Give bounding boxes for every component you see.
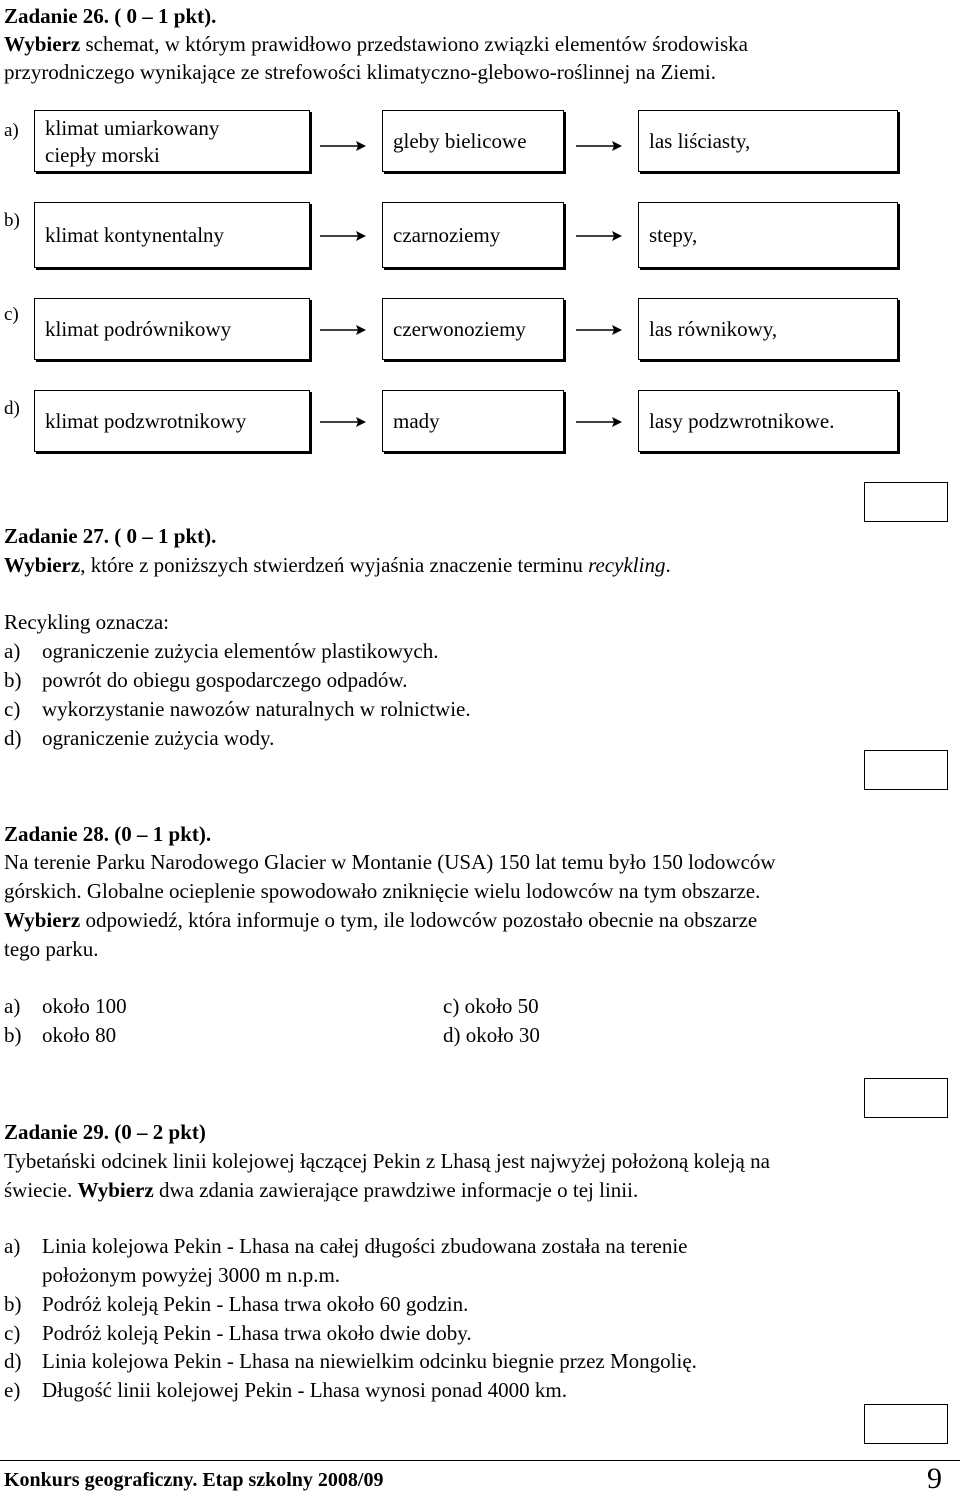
task26-row-d-key: d)	[4, 398, 20, 419]
task26-row-d-vegetation-box	[638, 390, 898, 452]
task26-row-d-climate: klimat podzwrotnikowy	[45, 408, 247, 433]
task27-option-d[interactable]: d) ograniczenie zużycia wody.	[4, 726, 275, 750]
task26-row-b-vegetation: stepy,	[649, 222, 698, 247]
task26-row-a-soil-box	[382, 110, 564, 172]
task26-row-a-climate-box	[34, 110, 310, 172]
task29-text-line1: Tybetański odcinek linii kolejowej łączącej Pekin z Lhasą jest najwyżej położoną koleją na	[4, 1149, 770, 1173]
task29-text-line2: świecie. Wybierz dwa zdania zawierające prawdziwe informacje o tej linii.	[4, 1178, 639, 1202]
task26-score-box[interactable]	[864, 482, 948, 522]
task26-row-a-vegetation: las liściasty,	[649, 128, 751, 153]
task27-option-c[interactable]: c) wykorzystanie nawozów naturalnych w rolnictwie.	[4, 697, 471, 721]
task28-score-box[interactable]	[864, 1078, 948, 1118]
task26-text1: schemat, w którym prawidłowo przedstawiono związki elementów środowiska	[80, 32, 748, 56]
task28-option-c[interactable]: c) około 50	[443, 994, 539, 1018]
task26-title: Zadanie 26. ( 0 – 1 pkt).	[4, 4, 217, 28]
task29-option-d[interactable]: d) Linia kolejowa Pekin - Lhasa na niewielkim odcinku biegnie przez Mongolię.	[4, 1349, 697, 1373]
task26-instruction-line2: przyrodniczego wynikające ze strefowości klimatyczno-glebowo-roślinnej na Ziemi.	[4, 60, 716, 84]
task26-row-a-vegetation-box	[638, 110, 898, 172]
task26-row-d-climate-box	[34, 390, 310, 452]
task26-lead: Wybierz	[4, 32, 81, 56]
task26-row-b-key: b)	[4, 210, 20, 231]
task28-text-line1: Na terenie Parku Narodowego Glacier w Montanie (USA) 150 lat temu było 150 lodowców	[4, 850, 776, 874]
task28-option-b[interactable]: b) około 80	[4, 1023, 117, 1047]
task27-text-end: .	[665, 553, 671, 577]
task26-row-b-climate: klimat kontynentalny	[45, 222, 225, 247]
task27-option-b[interactable]: b) powrót do obiegu gospodarczego odpadów.	[4, 668, 408, 692]
task28-lead: Wybierz	[4, 908, 81, 932]
task28-option-a[interactable]: a) około 100	[4, 994, 127, 1018]
task29-lead: Wybierz	[77, 1178, 154, 1202]
task27-score-box[interactable]	[864, 750, 948, 790]
task29-title: Zadanie 29. (0 – 2 pkt)	[4, 1120, 206, 1144]
arrow-icon	[576, 230, 622, 242]
task26-row-a-climate-line2: ciepły morski	[45, 143, 160, 167]
arrow-icon	[576, 416, 622, 428]
task26-row-d-soil-box	[382, 390, 564, 452]
task29-option-e[interactable]: e) Długość linii kolejowej Pekin - Lhasa wynosi ponad 4000 km.	[4, 1378, 567, 1402]
task27-option-a[interactable]: a) ograniczenie zużycia elementów plastikowych.	[4, 639, 439, 663]
task26-row-c-vegetation-box	[638, 298, 898, 360]
footer-title: Konkurs geograficzny. Etap szkolny 2008/09	[4, 1469, 384, 1491]
task29-option-b[interactable]: b) Podróż koleją Pekin - Lhasa trwa około 60 godzin.	[4, 1292, 469, 1316]
task26-row-a-climate-line1: klimat umiarkowany	[45, 116, 220, 140]
task27-text: , które z poniższych stwierdzeń wyjaśnia znaczenie terminu	[80, 553, 589, 577]
task27-lead: Wybierz	[4, 553, 81, 577]
task29-option-a[interactable]: a) Linia kolejowa Pekin - Lhasa na całej długości zbudowana została na terenie położonym powyżej 3000 m n.p.m.	[4, 1234, 688, 1287]
task28-option-d[interactable]: d) około 30	[443, 1023, 540, 1047]
task27-title: Zadanie 27. ( 0 – 1 pkt).	[4, 524, 217, 548]
task26-row-c-climate-box	[34, 298, 310, 360]
task27-term: recykling	[588, 553, 666, 577]
task26-row-c-climate: klimat podrównikowy	[45, 316, 232, 341]
task26-row-c-soil: czerwonoziemy	[393, 316, 526, 341]
arrow-icon	[576, 140, 622, 152]
task29-score-box[interactable]	[864, 1404, 948, 1444]
task26-row-d-soil: mady	[393, 408, 440, 433]
footer-rule	[0, 1460, 960, 1461]
task26-row-c-vegetation: las równikowy,	[649, 316, 778, 341]
task26-row-a-soil: gleby bielicowe	[393, 128, 527, 153]
task26-row-c-soil-box	[382, 298, 564, 360]
task26-row-c-key: c)	[4, 304, 19, 325]
arrow-icon	[320, 230, 366, 242]
arrow-icon	[320, 140, 366, 152]
arrow-icon	[320, 416, 366, 428]
arrow-icon	[576, 324, 622, 336]
task26-row-b-vegetation-box	[638, 202, 898, 268]
task28-title: Zadanie 28. (0 – 1 pkt).	[4, 822, 212, 846]
task26-row-d-vegetation: lasy podzwrotnikowe.	[649, 408, 835, 433]
task28-text-line4: tego parku.	[4, 937, 99, 961]
task29-option-c[interactable]: c) Podróż koleją Pekin - Lhasa trwa około dwie doby.	[4, 1321, 472, 1345]
task26-instruction-line1	[4, 30, 748, 59]
task26-row-b-soil: czarnoziemy	[393, 222, 501, 247]
task28-text-line2: górskich. Globalne ocieplenie spowodowało zniknięcie wielu lodowców na tym obszarze.	[4, 879, 761, 903]
task26-row-b-soil-box	[382, 202, 564, 268]
page-number: 9	[927, 1462, 942, 1495]
task27-prompt: Recykling oznacza:	[4, 610, 170, 634]
task28-text-line3: Wybierz odpowiedź, która informuje o tym, ile lodowców pozostało obecnie na obszarze	[4, 908, 758, 932]
arrow-icon	[320, 324, 366, 336]
task26-row-a-key: a)	[4, 120, 19, 141]
task27-instruction	[4, 551, 671, 580]
task26-row-b-climate-box	[34, 202, 310, 268]
